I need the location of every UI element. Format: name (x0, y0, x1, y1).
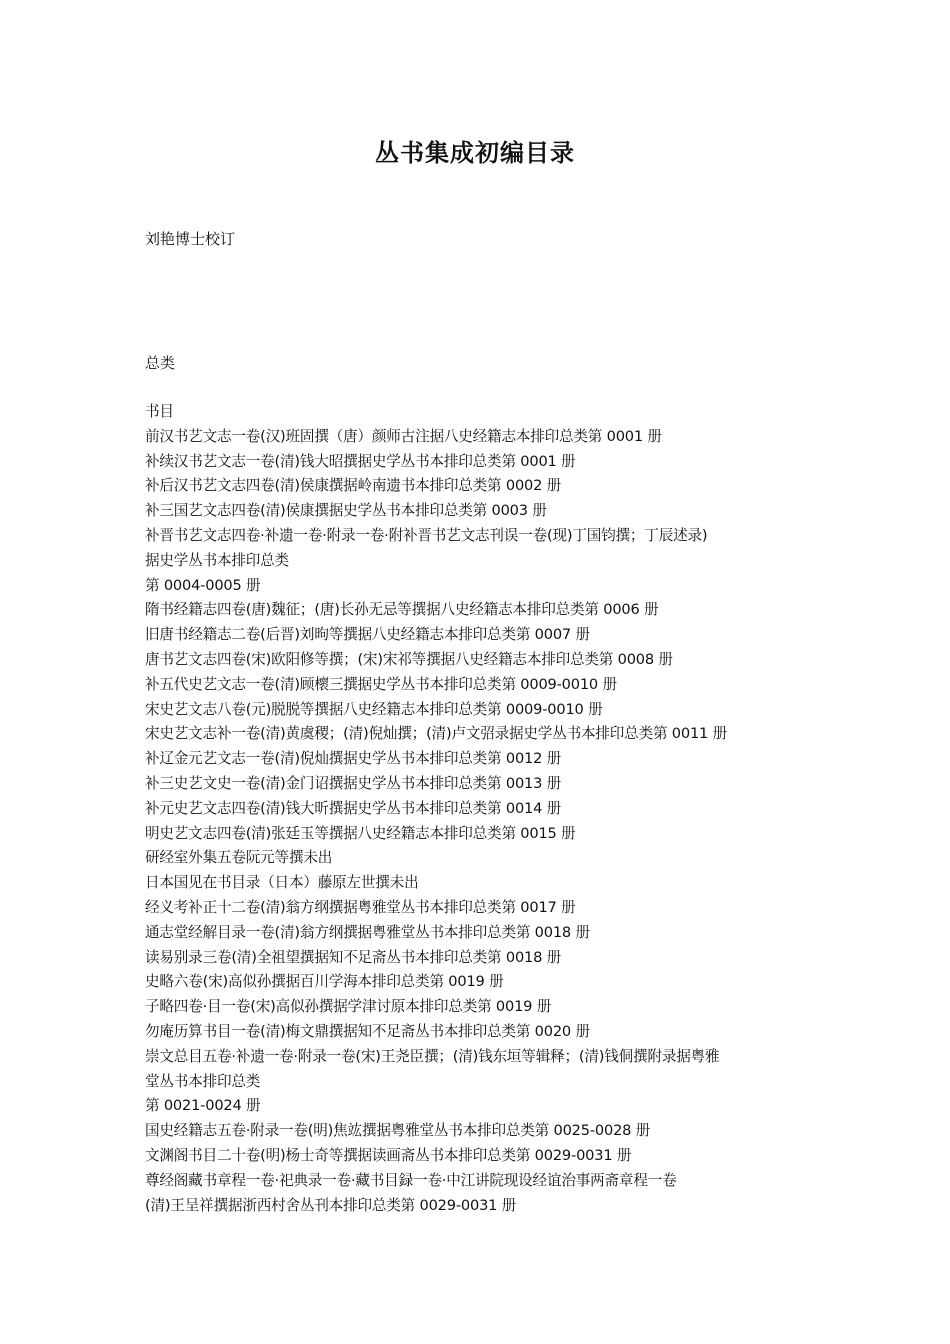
catalog-line: 文渊阁书目二十卷(明)杨士奇等撰据读画斋丛书本排印总类第 0029-0031 册 (145, 1146, 632, 1164)
catalog-line: 国史经籍志五卷·附录一卷(明)焦竑撰据粤雅堂丛书本排印总类第 0025-0028 册 (145, 1122, 651, 1140)
catalog-line: 日本国见在书目录（日本）藤原左世撰未出 (145, 874, 419, 892)
catalog-line: 补续汉书艺文志一卷(清)钱大昭撰据史学丛书本排印总类第 0001 册 (145, 452, 576, 470)
catalog-line: 史略六卷(宋)高似孙撰据百川学海本排印总类第 0019 册 (145, 973, 504, 991)
catalog-line: 子略四卷·目一卷(宋)高似孙撰据学津讨原本排印总类第 0019 册 (145, 998, 552, 1016)
catalog-line: 堂丛书本排印总类 (145, 1072, 261, 1090)
catalog-line: 勿庵历算书目一卷(清)梅文鼎撰据知不足斋丛书本排印总类第 0020 册 (145, 1022, 590, 1040)
catalog-line: 补辽金元艺文志一卷(清)倪灿撰据史学丛书本排印总类第 0012 册 (145, 750, 562, 768)
catalog-line: 明史艺文志四卷(清)张廷玉等撰据八史经籍志本排印总类第 0015 册 (145, 824, 576, 842)
catalog-line: 读易别录三卷(清)全祖望撰据知不足斋丛书本排印总类第 0018 册 (145, 948, 562, 966)
catalog-line: 补后汉书艺文志四卷(清)侯康撰据岭南遗书本排印总类第 0002 册 (145, 477, 562, 495)
catalog-line: 第 0021-0024 册 (145, 1097, 261, 1115)
catalog-line: 第 0004-0005 册 (145, 576, 261, 594)
catalog-line: 通志堂经解目录一卷(清)翁方纲撰据粤雅堂丛书本排印总类第 0018 册 (145, 923, 590, 941)
document-title: 丛书集成初编目录 (375, 138, 575, 167)
catalog-line: 崇文总目五卷·补遗一卷·附录一卷(宋)王尧臣撰；(清)钱东垣等辑释；(清)钱侗撰附录据粤雅 (145, 1047, 720, 1065)
catalog-line: 宋史艺文志补一卷(清)黄虞稷；(清)倪灿撰；(清)卢文弨录据史学丛书本排印总类第 0011 册 (145, 725, 727, 743)
catalog-line: 前汉书艺文志一卷(汉)班固撰（唐）颜师古注据八史经籍志本排印总类第 0001 册 (145, 427, 662, 445)
author-line: 刘艳博士校订 (145, 230, 236, 248)
catalog-line: 经义考补正十二卷(清)翁方纲撰据粤雅堂丛书本排印总类第 0017 册 (145, 898, 576, 916)
catalog-line: 尊经阁藏书章程一卷·祀典录一卷·藏书目録一卷·中江讲院现设经谊治事两斋章程一卷 (145, 1171, 677, 1189)
catalog-line: 补晋书艺文志四卷·补遗一卷·附录一卷·附补晋书艺文志刊误一卷(现)丁国钧撰；丁辰述录) (145, 526, 708, 544)
catalog-line: 研经室外集五卷阮元等撰未出 (145, 849, 333, 867)
section-heading: 总类 (145, 354, 176, 372)
catalog-line: 宋史艺文志八卷(元)脱脱等撰据八史经籍志本排印总类第 0009-0010 册 (145, 700, 603, 718)
subsection-heading: 书目 (145, 403, 174, 420)
catalog-line: (清)王呈祥撰据浙西村舍丛刊本排印总类第 0029-0031 册 (145, 1196, 517, 1214)
catalog-line: 补三史艺文史一卷(清)金门诏撰据史学丛书本排印总类第 0013 册 (145, 774, 562, 792)
catalog-line: 补元史艺文志四卷(清)钱大昕撰据史学丛书本排印总类第 0014 册 (145, 799, 562, 817)
catalog-line: 旧唐书经籍志二卷(后晋)刘昫等撰据八史经籍志本排印总类第 0007 册 (145, 626, 590, 644)
catalog-line: 唐书艺文志四卷(宋)欧阳修等撰；(宋)宋祁等撰据八史经籍志本排印总类第 0008 册 (145, 650, 673, 668)
catalog-line: 隋书经籍志四卷(唐)魏征；(唐)长孙无忌等撰据八史经籍志本排印总类第 0006 册 (145, 601, 659, 619)
catalog-line: 补五代史艺文志一卷(清)顾櫰三撰据史学丛书本排印总类第 0009-0010 册 (145, 675, 617, 693)
catalog-line: 据史学丛书本排印总类 (145, 551, 289, 569)
catalog-line: 补三国艺文志四卷(清)侯康撰据史学丛书本排印总类第 0003 册 (145, 502, 547, 520)
catalog-list (145, 400, 817, 1218)
